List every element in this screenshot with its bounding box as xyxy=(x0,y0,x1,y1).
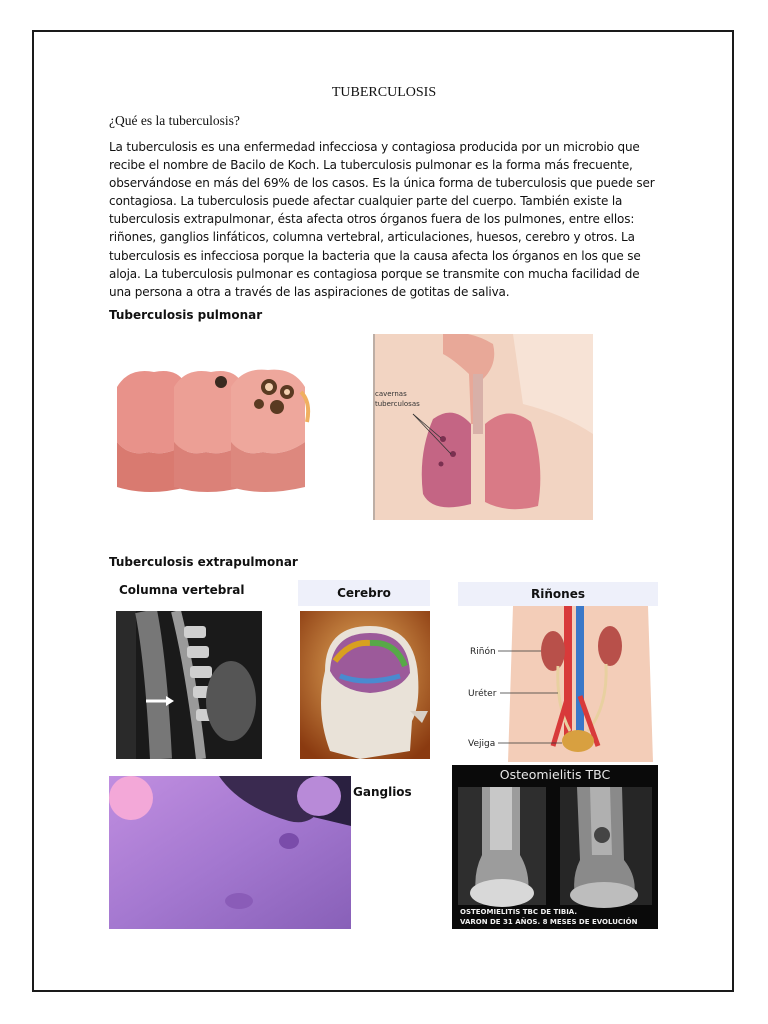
section-heading-extrapulmonary: Tuberculosis extrapulmonar xyxy=(109,555,298,569)
spine-label: Columna vertebral xyxy=(119,583,245,597)
lungs-label-cavernas: cavernas xyxy=(375,390,407,398)
osteomyelitis-xray xyxy=(452,765,658,929)
osteo-caption-2: VARON DE 31 AÑOS. 8 MESES DE EVOLUCIÓN xyxy=(460,918,638,926)
ganglia-label: Ganglios xyxy=(353,785,412,799)
osteo-caption-1: OSTEOMIELITIS TBC DE TIBIA. xyxy=(460,908,578,916)
lung-tissue-image xyxy=(109,362,311,498)
brain-label: Cerebro xyxy=(298,580,430,606)
kidneys-label: Riñones xyxy=(458,582,658,606)
page-title: TUBERCULOSIS xyxy=(331,85,437,100)
kidney-label-ureter: Uréter xyxy=(468,689,497,699)
kidney-diagram xyxy=(458,606,658,762)
section-heading-pulmonary: Tuberculosis pulmonar xyxy=(109,308,263,322)
ganglia-image xyxy=(109,776,351,929)
kidney-label-rinon: Riñón xyxy=(470,647,496,657)
respiratory-diagram xyxy=(373,334,593,520)
kidney-label-vejiga: Vejiga xyxy=(468,739,496,749)
lungs-label-tuberculosas: tuberculosas xyxy=(375,400,420,408)
brain-image xyxy=(300,611,430,759)
question-heading: ¿Qué es la tuberculosis? xyxy=(109,113,240,128)
spine-mri-image xyxy=(116,611,262,759)
osteo-title: Osteomielitis TBC xyxy=(499,767,611,782)
intro-paragraph: La tuberculosis es una enfermedad infecciosa y contagiosa producida por un microbio que recibe el nombre de Bacilo de Koch. La tuberculosis pulmonar es la forma más frecuente, observándose en más del 69% de los casos. Es la única forma de tuberculosis que puede ser contagiosa. La tuberculosis puede afectar cualquier parte del cuerpo. También existe la tuberculosis extrapulmonar, ésta afecta otros órganos fuera de los pulmones, entre ellos: riñones, ganglios linfáticos, columna vertebral, articulaciones, huesos, cerebro y otros. La tuberculosis es infecciosa porque la bacteria que la causa afecta los órganos en los que se aloja. La tuberculosis pulmonar es contagiosa porque se transmite con mucha facilidad de una persona a otra a través de las aspiraciones de gotitas de saliva. xyxy=(109,140,655,299)
